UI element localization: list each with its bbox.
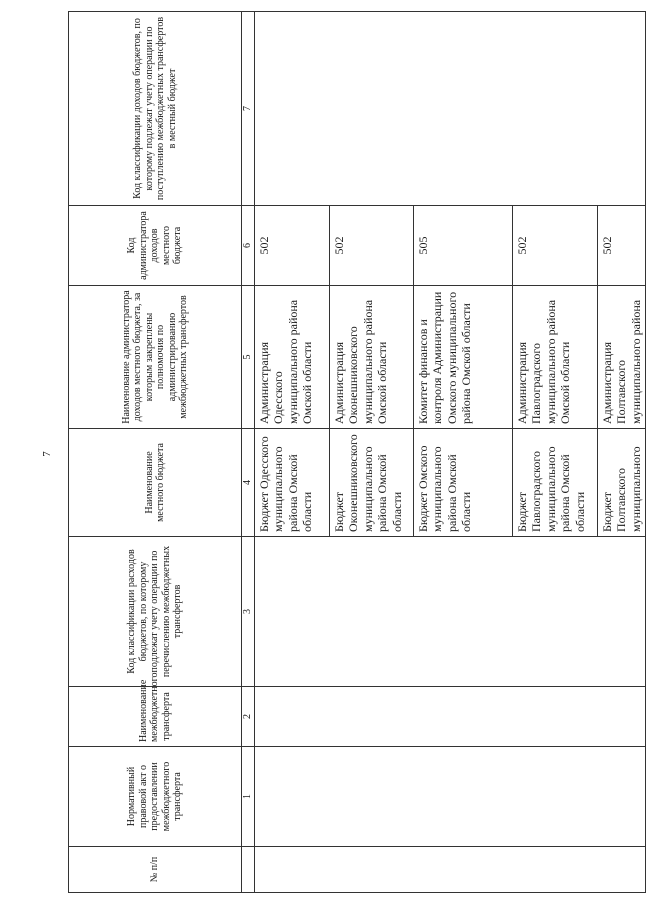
header-income-code: Код классификации доходов бюджетов, по которому подлежат учету операции по поступлению межбюджетных трансфертов в местный бюджет bbox=[69, 12, 242, 206]
budget-name-cell: Бюджет Полтавского муниципального bbox=[598, 429, 646, 537]
column-number: 3 bbox=[242, 537, 255, 687]
budget-name-cell: Бюджет Павлоградского муниципального района Омской области bbox=[513, 429, 598, 537]
table-row bbox=[598, 12, 646, 893]
budget-name-cell: Бюджет Омского муниципального района Омской области bbox=[414, 429, 513, 537]
table-header-row bbox=[69, 12, 242, 893]
column-number: 7 bbox=[242, 12, 255, 206]
column-number: 2 bbox=[242, 687, 255, 747]
header-budget-name: Наименование местного бюджета bbox=[69, 429, 242, 537]
column-number: 1 bbox=[242, 747, 255, 847]
table-row bbox=[414, 12, 513, 893]
administrator-cell: Комитет финансов и контроля Администрации Омского муниципального района Омской области bbox=[414, 286, 513, 429]
administrator-code-cell: 502 bbox=[598, 206, 646, 286]
header-legal-act: Нормативный правовой акт о предоставлении межбюджетного трансферта bbox=[69, 747, 242, 847]
page-number: 7 bbox=[40, 451, 53, 457]
column-number bbox=[242, 847, 255, 893]
budget-name-cell: Бюджет Одесского муниципального района Омской области bbox=[255, 429, 330, 537]
column-number: 4 bbox=[242, 429, 255, 537]
administrator-code-cell: 502 bbox=[513, 206, 598, 286]
header-administrator-code: Код администратора доходов местного бюджета bbox=[69, 206, 242, 286]
administrator-cell: Администрация Одесского муниципального района Омской области bbox=[255, 286, 330, 429]
transfers-table bbox=[68, 11, 646, 893]
table-row bbox=[255, 12, 330, 893]
header-administrator: Наименование администратора доходов местного бюджета, за которым закреплены полномочия по администрированию межбюджетных трансфертов bbox=[69, 286, 242, 429]
administrator-code-cell: 505 bbox=[414, 206, 513, 286]
column-number: 5 bbox=[242, 286, 255, 429]
column-number-row bbox=[242, 12, 255, 893]
budget-name-cell: Бюджет Оконешниковского муниципального района Омской области bbox=[330, 429, 414, 537]
administrator-cell: Администрация Оконешниковского муниципального района Омской области bbox=[330, 286, 414, 429]
column-number: 6 bbox=[242, 206, 255, 286]
administrator-cell: Администрация Полтавского муниципального района bbox=[598, 286, 646, 429]
administrator-code-cell: 502 bbox=[330, 206, 414, 286]
administrator-cell: Администрация Павлоградского муниципального района Омской области bbox=[513, 286, 598, 429]
header-expense-code: Код классификации расходов бюджетов, по которому подлежат учету операции по перечислению межбюджетных трансфертов bbox=[69, 537, 242, 687]
table-row bbox=[513, 12, 598, 893]
header-number: № п/п bbox=[69, 847, 242, 893]
header-transfer-name: Наименование межбюджетного трансферта bbox=[69, 687, 242, 747]
administrator-code-cell: 502 bbox=[255, 206, 330, 286]
table-row bbox=[330, 12, 414, 893]
